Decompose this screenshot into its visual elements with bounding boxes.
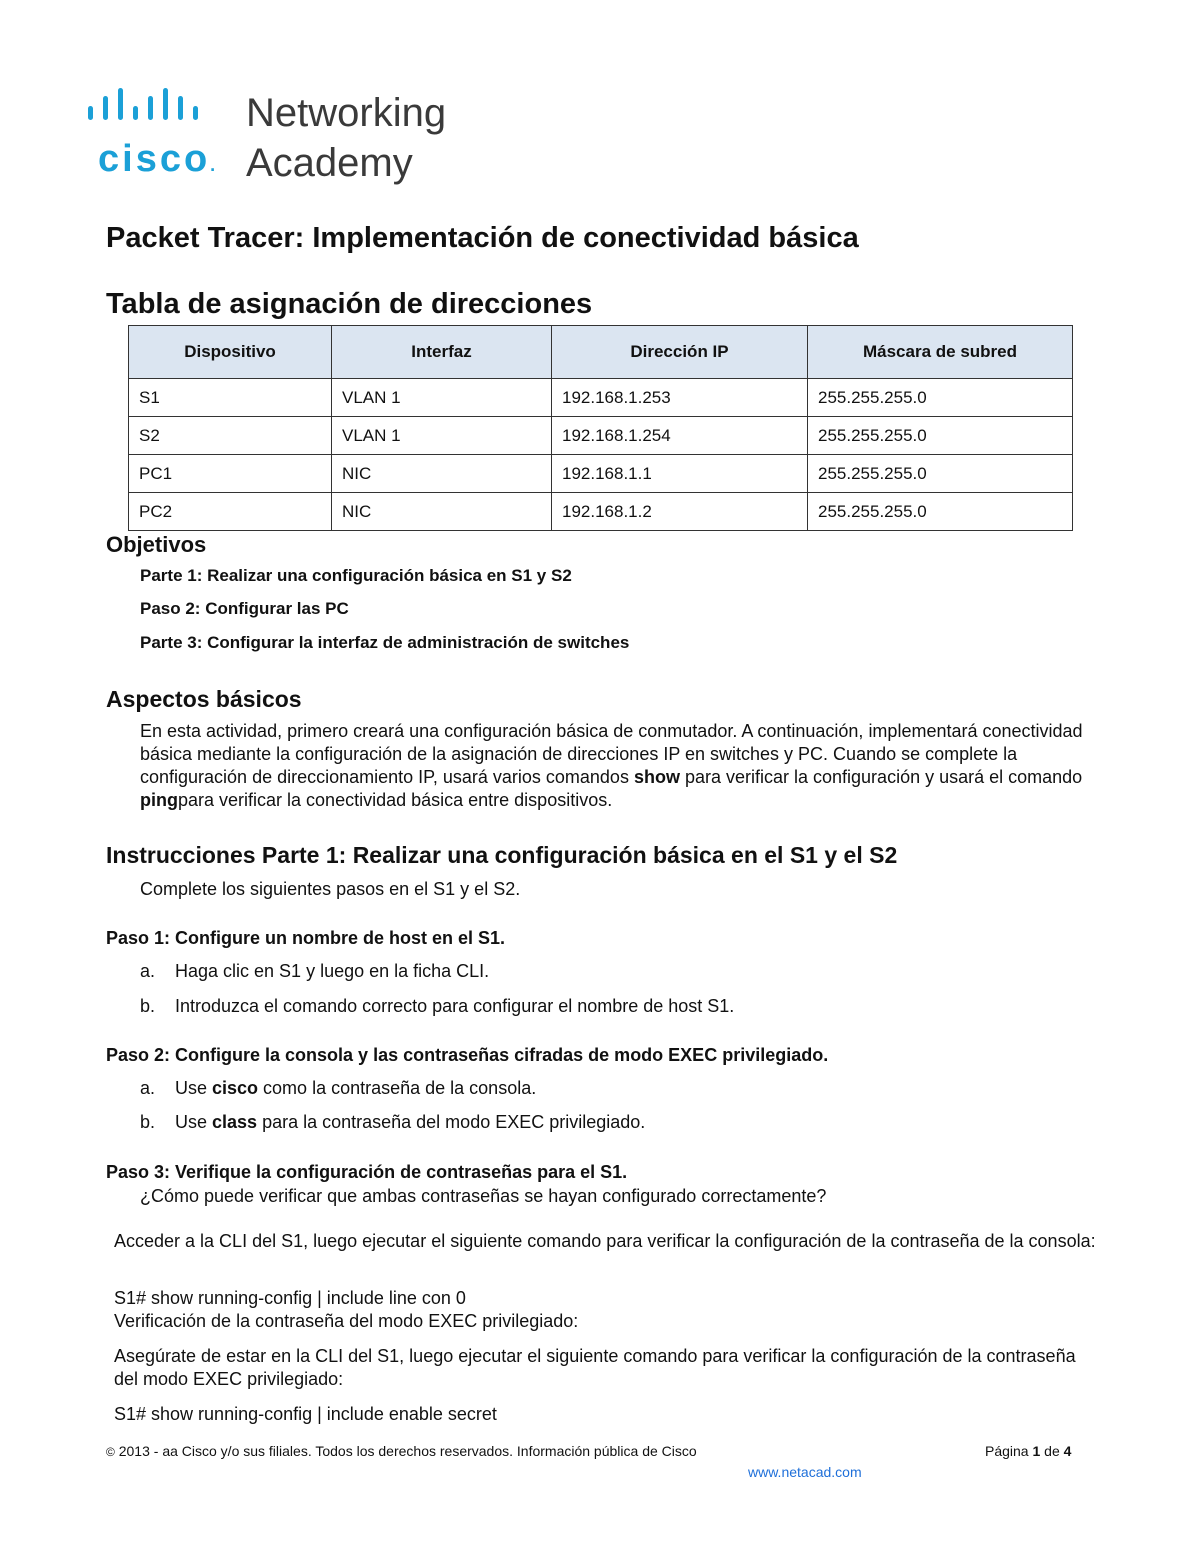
instructions-intro: Complete los siguientes pasos en el S1 y el S2. [140,879,521,899]
table-cell: PC2 [129,493,332,531]
academy-wordmark [246,88,446,188]
table-row [129,455,1073,493]
column-header: Máscara de subred [808,326,1073,379]
table-cell: 255.255.255.0 [808,379,1073,417]
table-cell: NIC [332,493,552,531]
logo-line-2: Academy [246,141,413,185]
background-paragraph: En esta actividad, primero creará una configuración básica de conmutador. A continuación, implementará conectividad básica mediante la configuración de la asignación de direcciones IP en switches y PC. Cuando se complete la configuración de direccionamiento IP, usará varios comandos show para verificar la configuración y usará el comando pingpara verificar la conectividad básica entre dispositivos. [140,721,1083,810]
list-item: a. Haga clic en S1 y luego en la ficha CLI. [140,961,490,981]
answer-paragraph-2: Verificación de la contraseña del modo EXEC privilegiado: [114,1311,579,1331]
answer-paragraph-1: Acceder a la CLI del S1, luego ejecutar el siguiente comando para verificar la configuración de la contraseña de la consola: [114,1231,1096,1251]
table-header-row [129,326,1073,379]
answer-paragraph-3: Asegúrate de estar en la CLI del S1, luego ejecutar el siguiente comando para verificar la configuración de la contraseña del modo EXEC privilegiado: [114,1346,1076,1389]
logo-line-1: Networking [246,91,447,135]
instructions-heading: Instrucciones Parte 1: Realizar una configuración básica en el S1 y el S2 [106,842,898,868]
footer-copyright: © 2013 - aa Cisco y/o sus filiales. Todos los derechos reservados. Información pública de Cisco [106,1443,697,1459]
column-header: Dispositivo [129,326,332,379]
table-row [129,379,1073,417]
column-header: Dirección IP [552,326,808,379]
table-cell: 192.168.1.254 [552,417,808,455]
table-cell: 255.255.255.0 [808,455,1073,493]
table-cell: 192.168.1.1 [552,455,808,493]
step-3-question: ¿Cómo puede verificar que ambas contraseñas se hayan configurado correctamente? [140,1186,827,1206]
step-1-title: Paso 1: Configure un nombre de host en el S1. [106,928,506,948]
table-cell: PC1 [129,455,332,493]
list-item: b. Introduzca el comando correcto para configurar el nombre de host S1. [140,996,735,1016]
list-item: a. Use cisco como la contraseña de la consola. [140,1078,537,1098]
table-row [129,493,1073,531]
table-cell: 192.168.1.253 [552,379,808,417]
step-3-title: Paso 3: Verifique la configuración de contraseñas para el S1. [106,1162,628,1182]
address-table [128,325,1073,531]
footer-url-link[interactable]: www.netacad.com [748,1464,862,1480]
table-cell: VLAN 1 [332,379,552,417]
answer-command-2: S1# show running-config | include enable secret [114,1404,497,1424]
answer-command-1: S1# show running-config | include line con 0 [114,1288,466,1308]
table-row [129,417,1073,455]
table-cell: 255.255.255.0 [808,417,1073,455]
objective-item: Paso 2: Configurar las PC [140,599,349,618]
objective-item: Parte 1: Realizar una configuración básica en S1 y S2 [140,566,572,585]
column-header: Interfaz [332,326,552,379]
table-cell: VLAN 1 [332,417,552,455]
objectives-heading: Objetivos [106,532,207,557]
page-title: Packet Tracer: Implementación de conectividad básica [106,222,859,254]
address-table-heading: Tabla de asignación de direcciones [106,288,593,320]
list-item: b. Use class para la contraseña del modo EXEC privilegiado. [140,1112,646,1132]
cisco-networking-academy-logo [86,86,466,185]
objective-item: Parte 3: Configurar la interfaz de administración de switches [140,633,630,652]
table-cell: S2 [129,417,332,455]
step-2-title: Paso 2: Configure la consola y las contraseñas cifradas de modo EXEC privilegiado. [106,1045,829,1065]
table-cell: 192.168.1.2 [552,493,808,531]
copyright-icon: © [106,1445,115,1459]
command-ping: ping [140,790,178,810]
page-number: Página 1 de 4 [985,1443,1072,1459]
cisco-wordmark: cisco. [98,138,219,180]
command-show: show [633,767,680,787]
table-cell: NIC [332,455,552,493]
table-cell: 255.255.255.0 [808,493,1073,531]
background-heading: Aspectos básicos [106,686,302,712]
cisco-bars-icon [86,86,236,136]
table-cell: S1 [129,379,332,417]
